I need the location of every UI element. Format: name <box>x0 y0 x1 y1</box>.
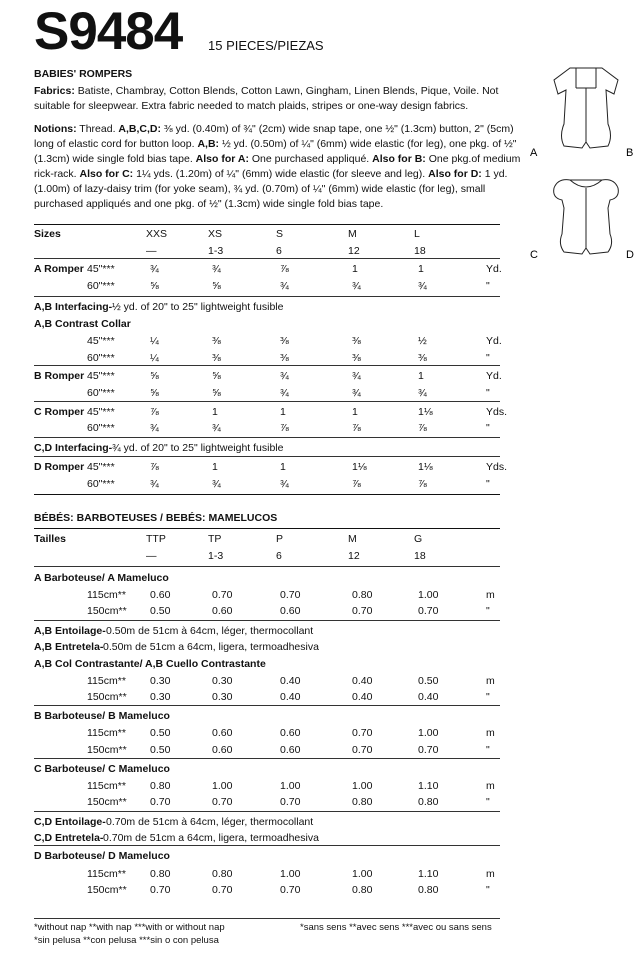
amount-cell: 0.80 <box>150 780 171 792</box>
amount-cell: 0.70 <box>280 884 301 896</box>
amount-cell: 1 <box>280 406 286 418</box>
fabric-width: 115cm** <box>87 868 126 880</box>
amount-cell: 1 <box>352 263 358 275</box>
table-divider <box>34 845 500 846</box>
row-label: D Romper <box>34 461 85 473</box>
size-age-row <box>34 549 500 563</box>
amount-cell: 0.40 <box>280 691 301 703</box>
amount-cell: 1.00 <box>280 780 301 792</box>
fabric-width: 45"*** <box>87 461 115 473</box>
amount-cell: 0.70 <box>352 605 373 617</box>
notions-text: 1 yd. (1.00m) of lazy-daisy trim (for yoke seam), ¾ yd. (0.70m) of ¼" (6mm) wide elastic (for leg), small purchased appliqués and one pkg. of ½" (1.3cm) wide single fold bias tape. <box>34 168 508 210</box>
table-row <box>34 674 500 688</box>
note-text: 0.70m de 51cm a 64cm, ligera, termoadhesiva <box>103 832 319 844</box>
amount-cell: ¾ <box>150 478 159 490</box>
fabric-width: 45"*** <box>87 263 115 275</box>
table-row <box>34 726 500 740</box>
fabric-width: 115cm** <box>87 675 126 687</box>
amount-cell: 1⅛ <box>418 461 433 473</box>
amount-cell: 0.80 <box>352 796 373 808</box>
size-age: 6 <box>276 245 282 257</box>
amount-cell: ⅜ <box>212 352 221 364</box>
romper-ab-icon <box>554 68 618 148</box>
amount-cell: ¾ <box>280 280 289 292</box>
amount-cell: 1 <box>212 461 218 473</box>
unit-cell: " <box>486 744 490 756</box>
amount-cell: 0.60 <box>150 589 171 601</box>
table-divider <box>34 758 500 759</box>
size-code: TTP <box>146 533 166 545</box>
amount-cell: ⅞ <box>150 406 159 418</box>
amount-cell: ⅝ <box>212 387 221 399</box>
note-label: A,B Interfacing- <box>34 301 113 313</box>
size-age: 1-3 <box>208 245 224 257</box>
note-label: C,D Entretela- <box>34 832 104 844</box>
amount-cell: 0.80 <box>418 796 439 808</box>
pieces-count: 15 PIECES/PIEZAS <box>208 38 324 53</box>
amount-cell: 0.50 <box>150 605 171 617</box>
amount-cell: 1.10 <box>418 868 439 880</box>
footnote-spanish: *sin pelusa **con pelusa ***sin o con pelusa <box>34 935 219 946</box>
table-divider <box>34 811 500 812</box>
amount-cell: 0.70 <box>150 884 171 896</box>
size-age: 6 <box>276 550 282 562</box>
fabric-width: 60"*** <box>87 422 115 434</box>
amount-cell: ⅝ <box>212 370 221 382</box>
unit-cell: " <box>486 387 490 399</box>
amount-cell: 0.60 <box>280 605 301 617</box>
table-row <box>34 867 500 881</box>
table-divider <box>34 566 500 567</box>
unit-cell: " <box>486 422 490 434</box>
size-age: — <box>146 550 157 562</box>
amount-cell: 0.70 <box>352 744 373 756</box>
unit-cell: m <box>486 727 495 739</box>
unit-cell: m <box>486 868 495 880</box>
notions-text: ½ yd. (0.50m) of ¼" (6mm) wide elastic (for leg), one pkg. of ½" (1.3cm) wide single fold bias tape. <box>34 138 517 165</box>
amount-cell: ⅝ <box>150 370 159 382</box>
table-divider <box>34 437 500 438</box>
table-divider <box>34 528 500 529</box>
amount-cell: 1.10 <box>418 780 439 792</box>
unit-cell: Yds. <box>486 461 508 473</box>
table-row <box>34 849 500 863</box>
table-divider <box>34 296 500 297</box>
size-age: — <box>146 245 157 257</box>
table-row <box>34 588 500 602</box>
amount-cell: 0.80 <box>352 884 373 896</box>
amount-cell: ¼ <box>150 352 159 364</box>
size-code: L <box>414 228 420 240</box>
amount-cell: 0.70 <box>212 884 233 896</box>
unit-cell: m <box>486 780 495 792</box>
note-text: 0.50m de 51cm a 64cm, ligera, termoadhesiva <box>103 641 319 653</box>
amount-cell: 0.60 <box>212 744 233 756</box>
notions-text: One pkg.of medium rick-rack. <box>34 153 521 180</box>
table-row <box>34 441 500 455</box>
notions-keyword: A,B: <box>197 138 220 150</box>
amount-cell: ⅞ <box>150 461 159 473</box>
romper-cd-icon <box>554 180 619 254</box>
unit-cell: Yd. <box>486 370 502 382</box>
row-label: C Barboteuse/ C Mameluco <box>34 763 170 775</box>
amount-cell: 0.40 <box>352 675 373 687</box>
note-text: ½ yd. of 20" to 25" lightweight fusible <box>112 301 284 313</box>
amount-cell: 0.80 <box>418 884 439 896</box>
fabric-width: 60"*** <box>87 352 115 364</box>
amount-cell: 0.70 <box>418 605 439 617</box>
amount-cell: 0.80 <box>212 868 233 880</box>
amount-cell: ⅝ <box>212 280 221 292</box>
amount-cell: ⅜ <box>212 335 221 347</box>
amount-cell: 1⅛ <box>352 461 367 473</box>
amount-cell: 1.00 <box>212 780 233 792</box>
amount-cell: ¾ <box>352 387 361 399</box>
amount-cell: ¾ <box>150 263 159 275</box>
unit-cell: " <box>486 280 490 292</box>
unit-cell: Yd. <box>486 335 502 347</box>
diagram-label-c: C <box>530 249 538 261</box>
fabric-width: 115cm** <box>87 780 126 792</box>
diagram-label-d: D <box>626 249 634 261</box>
table-row <box>34 815 500 829</box>
diagram-label-a: A <box>530 147 538 159</box>
amount-cell: ¼ <box>150 335 159 347</box>
diagram-label-b: B <box>626 147 634 159</box>
footer-divider <box>34 918 500 919</box>
table-row <box>34 795 500 809</box>
notions-keyword: Notions: <box>34 123 77 135</box>
amount-cell: 0.70 <box>280 589 301 601</box>
fabric-width: 45"*** <box>87 335 115 347</box>
amount-cell: ⅜ <box>418 352 427 364</box>
amount-cell: ⅞ <box>280 422 289 434</box>
amount-cell: 0.30 <box>212 691 233 703</box>
note-label: C,D Entoilage- <box>34 816 106 828</box>
footnote-english: *without nap **with nap ***with or without nap <box>34 922 225 933</box>
size-code: P <box>276 533 284 545</box>
notions-text: Thread. <box>76 123 119 135</box>
amount-cell: 0.30 <box>150 675 171 687</box>
amount-cell: 0.70 <box>418 744 439 756</box>
amount-cell: 0.40 <box>280 675 301 687</box>
size-code: G <box>414 533 423 545</box>
size-age: 12 <box>348 550 360 562</box>
table-row <box>34 883 500 897</box>
row-label: A,B Contrast Collar <box>34 318 131 330</box>
amount-cell: ¾ <box>212 263 221 275</box>
amount-cell: ⅝ <box>150 280 159 292</box>
table-row <box>34 386 500 400</box>
table-row <box>34 460 508 474</box>
note-label: C,D Interfacing- <box>34 442 113 454</box>
amount-cell: 0.80 <box>352 589 373 601</box>
amount-cell: 1.00 <box>280 868 301 880</box>
table-row <box>34 571 500 585</box>
table-divider <box>34 456 500 457</box>
amount-cell: ¾ <box>352 280 361 292</box>
unit-cell: m <box>486 589 495 601</box>
amount-cell: ¾ <box>418 280 427 292</box>
table-row <box>34 690 500 704</box>
table-row <box>34 300 500 314</box>
table-row <box>34 604 500 618</box>
footnote-french: *sans sens **avec sens ***avec ou sans sens <box>300 922 492 933</box>
notions-keyword: Also for C: <box>79 168 134 180</box>
fabric-width: 45"*** <box>87 370 115 382</box>
amount-cell: ⅞ <box>352 422 361 434</box>
unit-cell: " <box>486 796 490 808</box>
table-row <box>34 405 508 419</box>
table-divider <box>34 620 500 621</box>
notions-keyword: Also for B: <box>372 153 426 165</box>
table-row <box>34 831 500 845</box>
amount-cell: ⅜ <box>352 352 361 364</box>
amount-cell: ¾ <box>280 478 289 490</box>
amount-cell: 0.40 <box>418 691 439 703</box>
pattern-number: S9484 <box>34 2 183 61</box>
size-age-row <box>34 244 500 258</box>
fabric-width: 115cm** <box>87 589 126 601</box>
size-code: TP <box>208 533 222 545</box>
notions-text: ⅜ yd. (0.40m) of ¾" (2cm) wide snap tape, one ½" (1.3cm) button, 2" (5cm) long of elastic cord for button loop. <box>34 123 514 150</box>
size-age: 18 <box>414 245 426 257</box>
row-label: D Barboteuse/ D Mameluco <box>34 850 170 862</box>
table-row <box>34 369 500 383</box>
subtitle: BABIES' ROMPERS <box>34 68 133 80</box>
amount-cell: 0.60 <box>212 605 233 617</box>
amount-cell: 0.60 <box>212 727 233 739</box>
fabric-width: 150cm** <box>87 605 127 617</box>
unit-cell: " <box>486 605 490 617</box>
sizes-label: Sizes <box>34 228 61 240</box>
amount-cell: ¾ <box>418 387 427 399</box>
amount-cell: 0.40 <box>352 691 373 703</box>
size-header-row <box>34 532 500 546</box>
amount-cell: 0.80 <box>150 868 171 880</box>
row-label: A,B Col Contrastante/ A,B Cuello Contrastante <box>34 658 266 670</box>
table-divider <box>34 224 500 225</box>
note-text: 0.50m de 51cm à 64cm, léger, thermocollant <box>106 625 314 637</box>
note-label: A,B Entoilage- <box>34 625 106 637</box>
table-divider <box>34 401 500 402</box>
table-row <box>34 351 500 365</box>
amount-cell: 1.00 <box>418 589 439 601</box>
amount-cell: 0.50 <box>150 744 171 756</box>
amount-cell: 0.70 <box>280 796 301 808</box>
amount-cell: 0.70 <box>212 796 233 808</box>
fabric-width: 150cm** <box>87 744 127 756</box>
amount-cell: 0.60 <box>280 727 301 739</box>
notions-keyword: A,B,C,D: <box>118 123 162 135</box>
fabric-width: 45"*** <box>87 406 115 418</box>
table-row <box>34 640 500 654</box>
amount-cell: ¾ <box>212 478 221 490</box>
unit-cell: " <box>486 691 490 703</box>
row-label: B Romper <box>34 370 85 382</box>
amount-cell: 1⅛ <box>418 406 433 418</box>
fabric-width: 150cm** <box>87 691 127 703</box>
note-text: 0.70m de 51cm à 64cm, léger, thermocollant <box>106 816 314 828</box>
table-row <box>34 762 500 776</box>
amount-cell: 1 <box>280 461 286 473</box>
size-code: M <box>348 228 357 240</box>
garment-diagram <box>530 58 640 268</box>
table-row <box>34 334 500 348</box>
unit-cell: Yds. <box>486 406 508 418</box>
unit-cell: Yd. <box>486 263 502 275</box>
amount-cell: 0.70 <box>212 589 233 601</box>
amount-cell: 1 <box>418 263 424 275</box>
amount-cell: 0.60 <box>280 744 301 756</box>
table-row <box>34 657 500 671</box>
amount-cell: ⅜ <box>280 335 289 347</box>
fabrics-paragraph <box>34 84 534 114</box>
amount-cell: 0.70 <box>352 727 373 739</box>
table-row <box>34 477 500 491</box>
fabrics-text: Batiste, Chambray, Cotton Blends, Cotton Lawn, Gingham, Linen Blends, Pique, Voile. Not suitable for sleepwear. Extra fabric needed to match plaids, stripes or one-way design fabrics. <box>34 85 499 112</box>
table-row <box>34 262 500 276</box>
fabric-width: 60"*** <box>87 387 115 399</box>
amount-cell: ⅜ <box>280 352 289 364</box>
table-row <box>34 743 500 757</box>
table-row <box>34 624 500 638</box>
size-code: S <box>276 228 284 240</box>
row-label: A Barboteuse/ A Mameluco <box>34 572 169 584</box>
size-age: 1-3 <box>208 550 224 562</box>
amount-cell: 0.70 <box>150 796 171 808</box>
notions-paragraph <box>34 122 534 212</box>
amount-cell: ⅞ <box>352 478 361 490</box>
size-age: 12 <box>348 245 360 257</box>
row-label: B Barboteuse/ B Mameluco <box>34 710 170 722</box>
fabric-width: 60"*** <box>87 280 115 292</box>
amount-cell: 0.30 <box>150 691 171 703</box>
size-code: XS <box>208 228 223 240</box>
spanish-section-title: BÉBÉS: BARBOTEUSES / BEBÉS: MAMELUCOS <box>34 512 278 524</box>
size-header-row <box>34 227 500 241</box>
fabric-width: 150cm** <box>87 884 127 896</box>
note-text: ¾ yd. of 20" to 25" lightweight fusible <box>112 442 284 454</box>
amount-cell: 1.00 <box>352 868 373 880</box>
table-divider <box>34 705 500 706</box>
unit-cell: " <box>486 478 490 490</box>
amount-cell: 1.00 <box>418 727 439 739</box>
notions-keyword: Also for A: <box>195 153 249 165</box>
table-row <box>34 421 500 435</box>
amount-cell: 1 <box>212 406 218 418</box>
row-label: A Romper <box>34 263 84 275</box>
amount-cell: 0.50 <box>150 727 171 739</box>
fabric-width: 150cm** <box>87 796 127 808</box>
notions-text: 1¼ yds. (1.20m) of ¼" (6mm) wide elastic (for sleeve and leg). <box>133 168 429 180</box>
amount-cell: ⅝ <box>150 387 159 399</box>
row-label: C Romper <box>34 406 85 418</box>
amount-cell: ¾ <box>280 387 289 399</box>
amount-cell: 1 <box>352 406 358 418</box>
table-row <box>34 779 500 793</box>
notions-keyword: Also for D: <box>428 168 482 180</box>
fabric-width: 115cm** <box>87 727 126 739</box>
table-row <box>34 709 500 723</box>
amount-cell: ⅞ <box>418 422 427 434</box>
notions-text: One purchased appliqué. <box>248 153 373 165</box>
fabric-width: 60"*** <box>87 478 115 490</box>
amount-cell: ¾ <box>352 370 361 382</box>
size-age: 18 <box>414 550 426 562</box>
amount-cell: ¾ <box>212 422 221 434</box>
table-divider <box>34 258 500 259</box>
unit-cell: " <box>486 884 490 896</box>
unit-cell: m <box>486 675 495 687</box>
amount-cell: ⅜ <box>352 335 361 347</box>
table-row <box>34 317 500 331</box>
amount-cell: 1 <box>418 370 424 382</box>
table-divider <box>34 365 500 366</box>
note-label: A,B Entretela- <box>34 641 104 653</box>
unit-cell: " <box>486 352 490 364</box>
amount-cell: ¾ <box>150 422 159 434</box>
amount-cell: ½ <box>418 335 427 347</box>
size-code: M <box>348 533 357 545</box>
amount-cell: ¾ <box>280 370 289 382</box>
fabrics-label: Fabrics: <box>34 85 75 97</box>
table-row <box>34 279 500 293</box>
amount-cell: 0.50 <box>418 675 439 687</box>
size-code: XXS <box>146 228 168 240</box>
amount-cell: ⅞ <box>418 478 427 490</box>
amount-cell: 1.00 <box>352 780 373 792</box>
sizes-label: Tailles <box>34 533 66 545</box>
amount-cell: ⅞ <box>280 263 289 275</box>
table-divider <box>34 494 500 495</box>
amount-cell: 0.30 <box>212 675 233 687</box>
